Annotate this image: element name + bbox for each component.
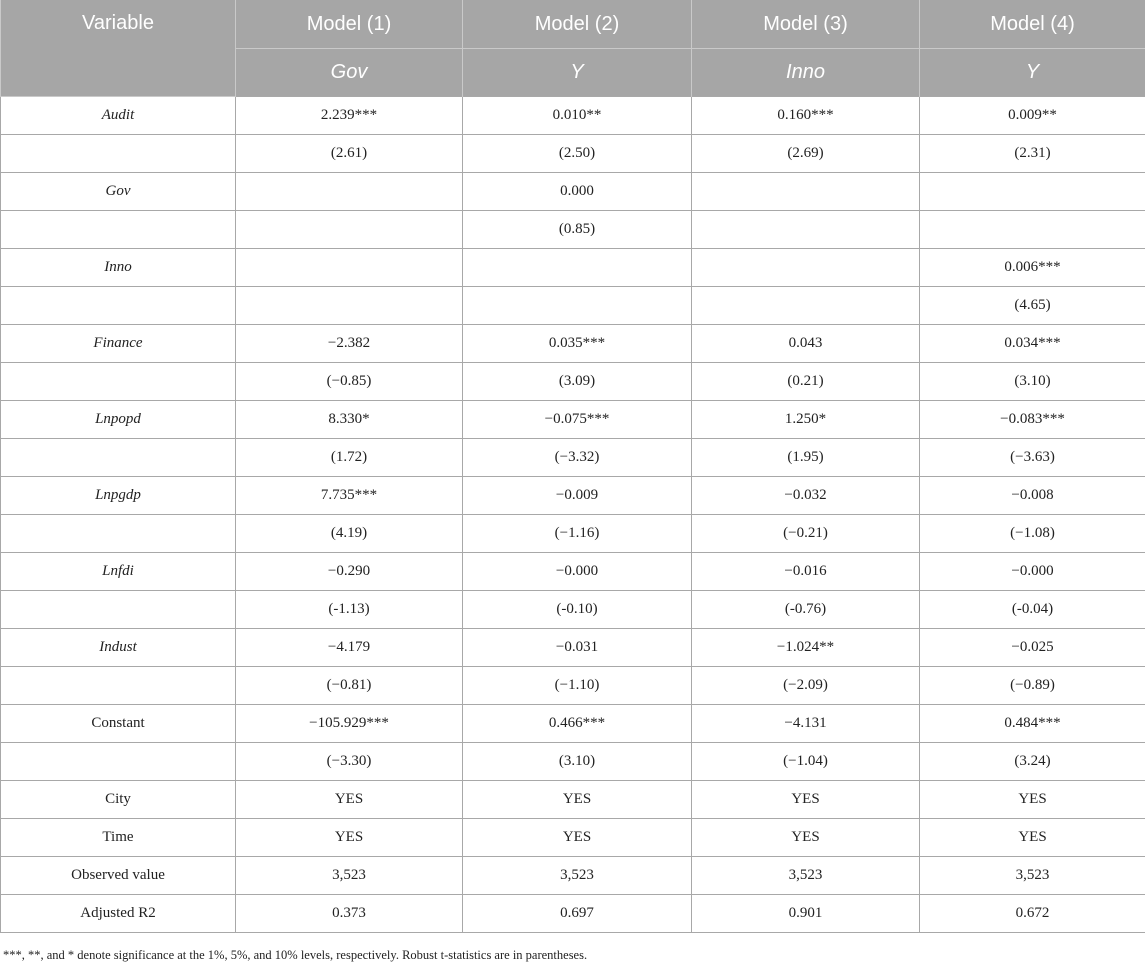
model-4-cell: (2.31) bbox=[920, 135, 1145, 173]
table-row bbox=[1, 173, 1145, 211]
model-3-cell: (−0.21) bbox=[692, 515, 920, 553]
model-4-cell: (−1.08) bbox=[920, 515, 1145, 553]
model-2-cell bbox=[463, 249, 692, 287]
table-row bbox=[1, 249, 1145, 287]
model-1-cell: 0.373 bbox=[236, 895, 463, 933]
table-row bbox=[1, 363, 1145, 401]
table-row bbox=[1, 287, 1145, 325]
table-row bbox=[1, 743, 1145, 781]
model-1-cell: −105.929*** bbox=[236, 705, 463, 743]
model-1-cell: (4.19) bbox=[236, 515, 463, 553]
model-4-cell bbox=[920, 173, 1145, 211]
table-row bbox=[1, 705, 1145, 743]
row-label bbox=[1, 591, 236, 629]
model-2-cell: (-0.10) bbox=[463, 591, 692, 629]
model-3-cell: 3,523 bbox=[692, 857, 920, 895]
model-4-cell: 0.009** bbox=[920, 97, 1145, 135]
model-1-cell bbox=[236, 249, 463, 287]
model-2-cell: 0.000 bbox=[463, 173, 692, 211]
model-2-cell: 0.466*** bbox=[463, 705, 692, 743]
table-row bbox=[1, 629, 1145, 667]
model-2-cell: YES bbox=[463, 781, 692, 819]
model-1-cell bbox=[236, 287, 463, 325]
model-2-cell: (−1.16) bbox=[463, 515, 692, 553]
model-4-cell: 0.672 bbox=[920, 895, 1145, 933]
model-2-header: Model (2) bbox=[463, 0, 692, 49]
row-label: Observed value bbox=[1, 857, 236, 895]
row-label: Inno bbox=[1, 249, 236, 287]
model-1-cell: −2.382 bbox=[236, 325, 463, 363]
model-1-cell: −4.179 bbox=[236, 629, 463, 667]
model-1-header: Model (1) bbox=[236, 0, 463, 49]
variable-column-header: Variable bbox=[1, 0, 236, 97]
row-label: City bbox=[1, 781, 236, 819]
model-3-cell: (2.69) bbox=[692, 135, 920, 173]
model-4-cell: YES bbox=[920, 819, 1145, 857]
row-label: Finance bbox=[1, 325, 236, 363]
model-1-cell: (1.72) bbox=[236, 439, 463, 477]
model-2-cell: (−3.32) bbox=[463, 439, 692, 477]
table-row bbox=[1, 515, 1145, 553]
model-2-cell: 0.010** bbox=[463, 97, 692, 135]
model-4-cell: (−3.63) bbox=[920, 439, 1145, 477]
table-row bbox=[1, 781, 1145, 819]
model-1-cell: (-1.13) bbox=[236, 591, 463, 629]
model-3-cell: −4.131 bbox=[692, 705, 920, 743]
table-row bbox=[1, 895, 1145, 933]
model-4-cell: −0.083*** bbox=[920, 401, 1145, 439]
model-1-cell: (−0.81) bbox=[236, 667, 463, 705]
model-2-cell: (0.85) bbox=[463, 211, 692, 249]
table-row bbox=[1, 439, 1145, 477]
model-3-cell: (1.95) bbox=[692, 439, 920, 477]
model-1-cell: 7.735*** bbox=[236, 477, 463, 515]
model-2-cell: −0.075*** bbox=[463, 401, 692, 439]
row-label bbox=[1, 135, 236, 173]
model-2-cell: (2.50) bbox=[463, 135, 692, 173]
table-row bbox=[1, 211, 1145, 249]
model-1-cell: 2.239*** bbox=[236, 97, 463, 135]
model-1-cell: YES bbox=[236, 819, 463, 857]
model-2-cell: 3,523 bbox=[463, 857, 692, 895]
model-3-cell: YES bbox=[692, 781, 920, 819]
table-row bbox=[1, 401, 1145, 439]
row-label: Lnpgdp bbox=[1, 477, 236, 515]
model-2-cell: −0.000 bbox=[463, 553, 692, 591]
model-2-cell: −0.009 bbox=[463, 477, 692, 515]
table-row bbox=[1, 477, 1145, 515]
model-4-cell: 0.034*** bbox=[920, 325, 1145, 363]
table-row bbox=[1, 591, 1145, 629]
model-3-cell bbox=[692, 287, 920, 325]
model-4-cell: 0.006*** bbox=[920, 249, 1145, 287]
model-1-cell: (2.61) bbox=[236, 135, 463, 173]
model-2-cell: (−1.10) bbox=[463, 667, 692, 705]
model-3-cell: 0.043 bbox=[692, 325, 920, 363]
row-label: Lnfdi bbox=[1, 553, 236, 591]
model-4-dependent-variable: Y bbox=[920, 49, 1145, 97]
model-1-cell: 8.330* bbox=[236, 401, 463, 439]
row-label: Gov bbox=[1, 173, 236, 211]
row-label: Time bbox=[1, 819, 236, 857]
row-label: Audit bbox=[1, 97, 236, 135]
table-row bbox=[1, 135, 1145, 173]
row-label bbox=[1, 211, 236, 249]
model-3-cell: (0.21) bbox=[692, 363, 920, 401]
model-4-cell: (3.24) bbox=[920, 743, 1145, 781]
table-body bbox=[1, 97, 1145, 933]
model-2-cell: YES bbox=[463, 819, 692, 857]
model-1-cell: (−3.30) bbox=[236, 743, 463, 781]
model-3-cell: (−1.04) bbox=[692, 743, 920, 781]
table-row bbox=[1, 97, 1145, 135]
model-2-cell: (3.10) bbox=[463, 743, 692, 781]
row-label: Constant bbox=[1, 705, 236, 743]
model-3-header: Model (3) bbox=[692, 0, 920, 49]
model-3-cell: YES bbox=[692, 819, 920, 857]
model-3-cell: 1.250* bbox=[692, 401, 920, 439]
model-4-cell: −0.008 bbox=[920, 477, 1145, 515]
row-label bbox=[1, 667, 236, 705]
row-label: Lnpopd bbox=[1, 401, 236, 439]
table-row bbox=[1, 857, 1145, 895]
model-3-cell: (−2.09) bbox=[692, 667, 920, 705]
table-row bbox=[1, 667, 1145, 705]
model-3-cell: (-0.76) bbox=[692, 591, 920, 629]
model-2-cell: (3.09) bbox=[463, 363, 692, 401]
model-1-cell: 3,523 bbox=[236, 857, 463, 895]
row-label: Indust bbox=[1, 629, 236, 667]
model-4-cell: (4.65) bbox=[920, 287, 1145, 325]
model-2-cell: 0.697 bbox=[463, 895, 692, 933]
row-label bbox=[1, 515, 236, 553]
model-2-cell: −0.031 bbox=[463, 629, 692, 667]
model-4-cell: −0.025 bbox=[920, 629, 1145, 667]
row-label bbox=[1, 439, 236, 477]
model-1-cell: −0.290 bbox=[236, 553, 463, 591]
table-header bbox=[1, 0, 1145, 97]
model-2-cell bbox=[463, 287, 692, 325]
header-row-models bbox=[1, 0, 1145, 49]
table-row bbox=[1, 325, 1145, 363]
row-label bbox=[1, 363, 236, 401]
model-3-cell: −0.016 bbox=[692, 553, 920, 591]
model-3-cell bbox=[692, 249, 920, 287]
model-3-cell bbox=[692, 173, 920, 211]
model-4-cell: (−0.89) bbox=[920, 667, 1145, 705]
model-3-cell: 0.901 bbox=[692, 895, 920, 933]
model-2-cell: 0.035*** bbox=[463, 325, 692, 363]
model-1-cell bbox=[236, 173, 463, 211]
model-4-cell: (-0.04) bbox=[920, 591, 1145, 629]
model-3-cell bbox=[692, 211, 920, 249]
model-2-dependent-variable: Y bbox=[463, 49, 692, 97]
table-row bbox=[1, 819, 1145, 857]
model-4-cell: −0.000 bbox=[920, 553, 1145, 591]
table-row bbox=[1, 553, 1145, 591]
model-4-cell bbox=[920, 211, 1145, 249]
model-4-header: Model (4) bbox=[920, 0, 1145, 49]
model-3-dependent-variable: Inno bbox=[692, 49, 920, 97]
row-label bbox=[1, 743, 236, 781]
model-3-cell: −0.032 bbox=[692, 477, 920, 515]
model-3-cell: −1.024** bbox=[692, 629, 920, 667]
row-label bbox=[1, 287, 236, 325]
model-3-cell: 0.160*** bbox=[692, 97, 920, 135]
model-1-cell bbox=[236, 211, 463, 249]
model-4-cell: 0.484*** bbox=[920, 705, 1145, 743]
model-1-cell: YES bbox=[236, 781, 463, 819]
model-1-dependent-variable: Gov bbox=[236, 49, 463, 97]
model-1-cell: (−0.85) bbox=[236, 363, 463, 401]
model-4-cell: YES bbox=[920, 781, 1145, 819]
model-4-cell: (3.10) bbox=[920, 363, 1145, 401]
table-footnote: ***, **, and * denote significance at the 1%, 5%, and 10% levels, respectively. Robust t-statistics are in parentheses. bbox=[3, 948, 588, 962]
model-4-cell: 3,523 bbox=[920, 857, 1145, 895]
row-label: Adjusted R2 bbox=[1, 895, 236, 933]
